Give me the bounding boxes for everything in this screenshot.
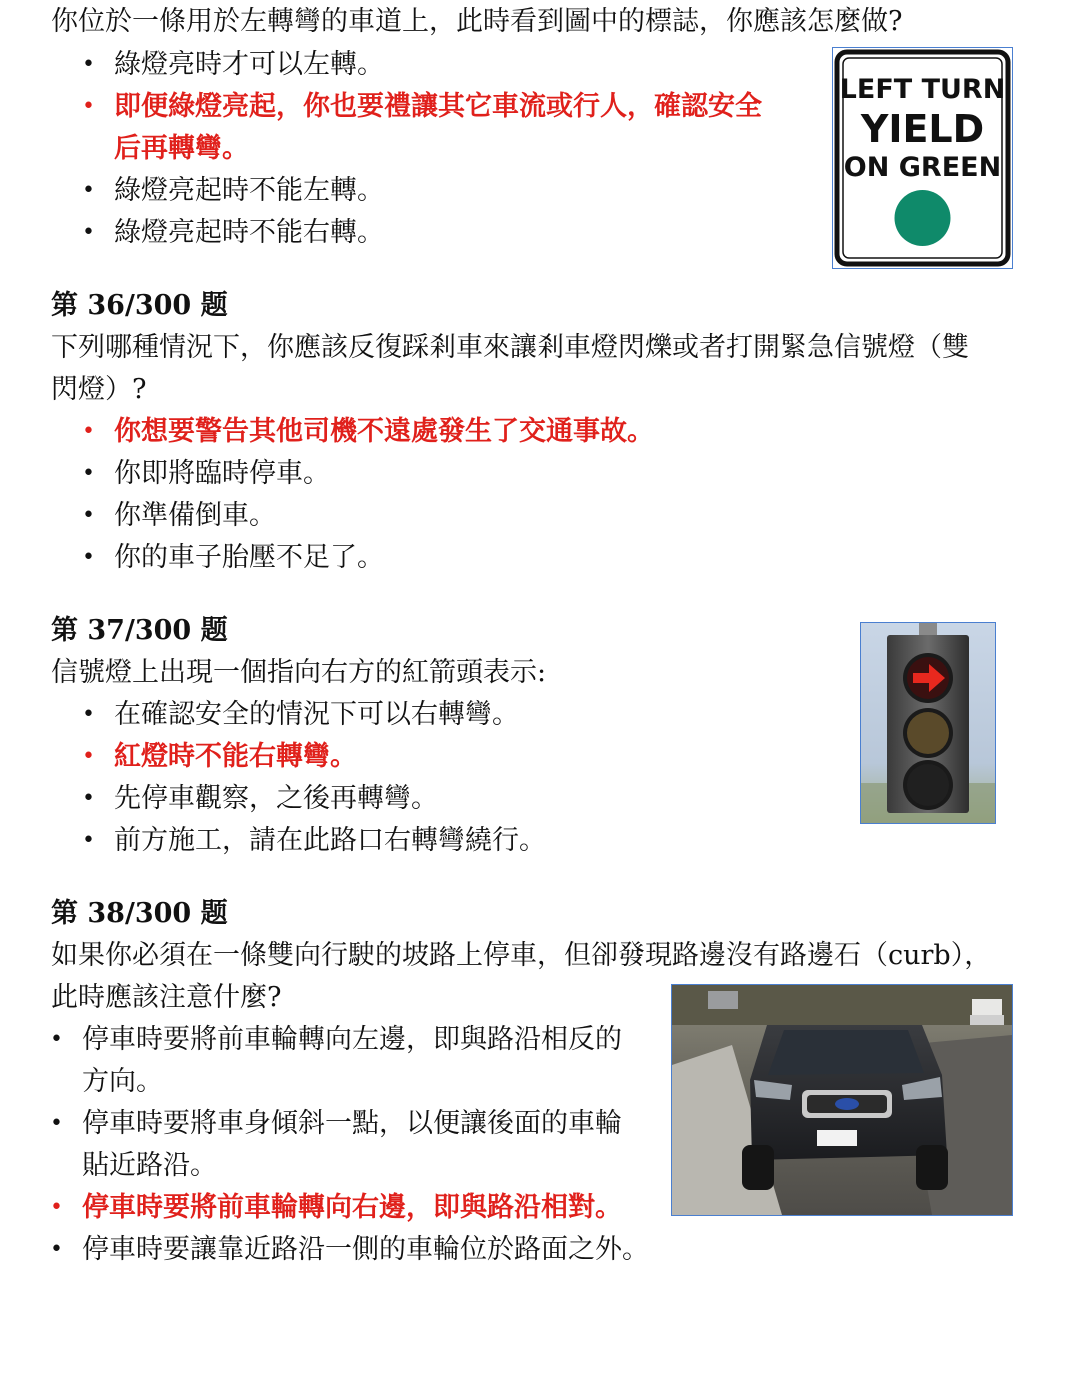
q37-option-2: 紅燈時不能右轉彎。 — [114, 741, 357, 772]
q38-option-2-line-1: 停車時要將車身傾斜一點，以便讓後面的車輪 — [82, 1108, 622, 1139]
bullet-dot: • — [82, 786, 95, 811]
bullet-dot: • — [50, 1027, 63, 1052]
bullet-dot: • — [82, 419, 95, 444]
q37-option-1: 在確認安全的情況下可以右轉彎。 — [114, 699, 519, 730]
left-turn-yield-sign-image — [832, 47, 1013, 269]
q36-option-3: 你準備倒車。 — [114, 500, 276, 531]
q38-option-1-line-2: 方向。 — [82, 1066, 163, 1097]
question-35-text: 你位於一條用於左轉彎的車道上，此時看到圖中的標誌，你應該怎麼做? — [51, 6, 903, 37]
q38-option-2-line-2: 貼近路沿。 — [82, 1150, 217, 1181]
bullet-dot: • — [50, 1195, 63, 1220]
question-36-text-line-1: 下列哪種情況下，你應該反復踩剎車來讓剎車燈閃爍或者打開緊急信號燈（雙 — [51, 332, 969, 363]
bullet-dot: • — [82, 178, 95, 203]
bullet-dot: • — [82, 220, 95, 245]
q35-option-2-line-1: 即便綠燈亮起，你也要禮讓其它車流或行人，確認安全 — [114, 91, 762, 122]
q37-option-4: 前方施工，請在此路口右轉彎繞行。 — [114, 825, 546, 856]
q36-option-2: 你即將臨時停車。 — [114, 458, 330, 489]
question-38-heading: 第 38/300 题 — [51, 898, 228, 929]
sign-text-line-1: LEFT TURN — [839, 74, 1006, 105]
question-36-text-line-2: 閃燈）? — [51, 374, 147, 405]
bullet-dot: • — [50, 1111, 63, 1136]
red-right-arrow-traffic-light-image — [860, 622, 996, 824]
bullet-dot: • — [82, 702, 95, 727]
green-circle-icon — [895, 190, 951, 246]
bullet-dot: • — [82, 744, 95, 769]
q37-option-3: 先停車觀察，之後再轉彎。 — [114, 783, 438, 814]
q38-option-1-line-1: 停車時要將前車輪轉向左邊，即與路沿相反的 — [82, 1024, 622, 1055]
q35-option-1: 綠燈亮時才可以左轉。 — [114, 49, 384, 80]
bullet-dot: • — [82, 828, 95, 853]
parked-car-on-slope-image — [671, 984, 1013, 1216]
q36-option-4: 你的車子胎壓不足了。 — [114, 542, 384, 573]
question-38-text-line-2: 此時應該注意什麼? — [51, 982, 282, 1013]
question-37-text: 信號燈上出現一個指向右方的紅箭頭表示: — [51, 657, 547, 688]
q38-option-3: 停車時要將前車輪轉向右邊，即與路沿相對。 — [82, 1192, 622, 1223]
bullet-dot: • — [82, 94, 95, 119]
question-38-text-line-1: 如果你必須在一條雙向行駛的坡路上停車，但卻發現路邊沒有路邊石（curb）， — [51, 940, 992, 971]
q35-option-4: 綠燈亮起時不能右轉。 — [114, 217, 384, 248]
sign-text-line-3: ON GREEN — [843, 152, 1002, 183]
question-36-heading: 第 36/300 题 — [51, 290, 228, 321]
q35-option-2-line-2: 后再轉彎。 — [114, 133, 249, 164]
bullet-dot: • — [50, 1237, 63, 1262]
q35-option-3: 綠燈亮起時不能左轉。 — [114, 175, 384, 206]
question-37-heading: 第 37/300 题 — [51, 615, 228, 646]
bullet-dot: • — [82, 545, 95, 570]
q36-option-1: 你想要警告其他司機不遠處發生了交通事故。 — [114, 416, 654, 447]
bullet-dot: • — [82, 461, 95, 486]
bullet-dot: • — [82, 52, 95, 77]
bullet-dot: • — [82, 503, 95, 528]
q38-option-4: 停車時要讓靠近路沿一側的車輪位於路面之外。 — [82, 1234, 649, 1265]
sign-text-line-2: YIELD — [860, 107, 985, 151]
